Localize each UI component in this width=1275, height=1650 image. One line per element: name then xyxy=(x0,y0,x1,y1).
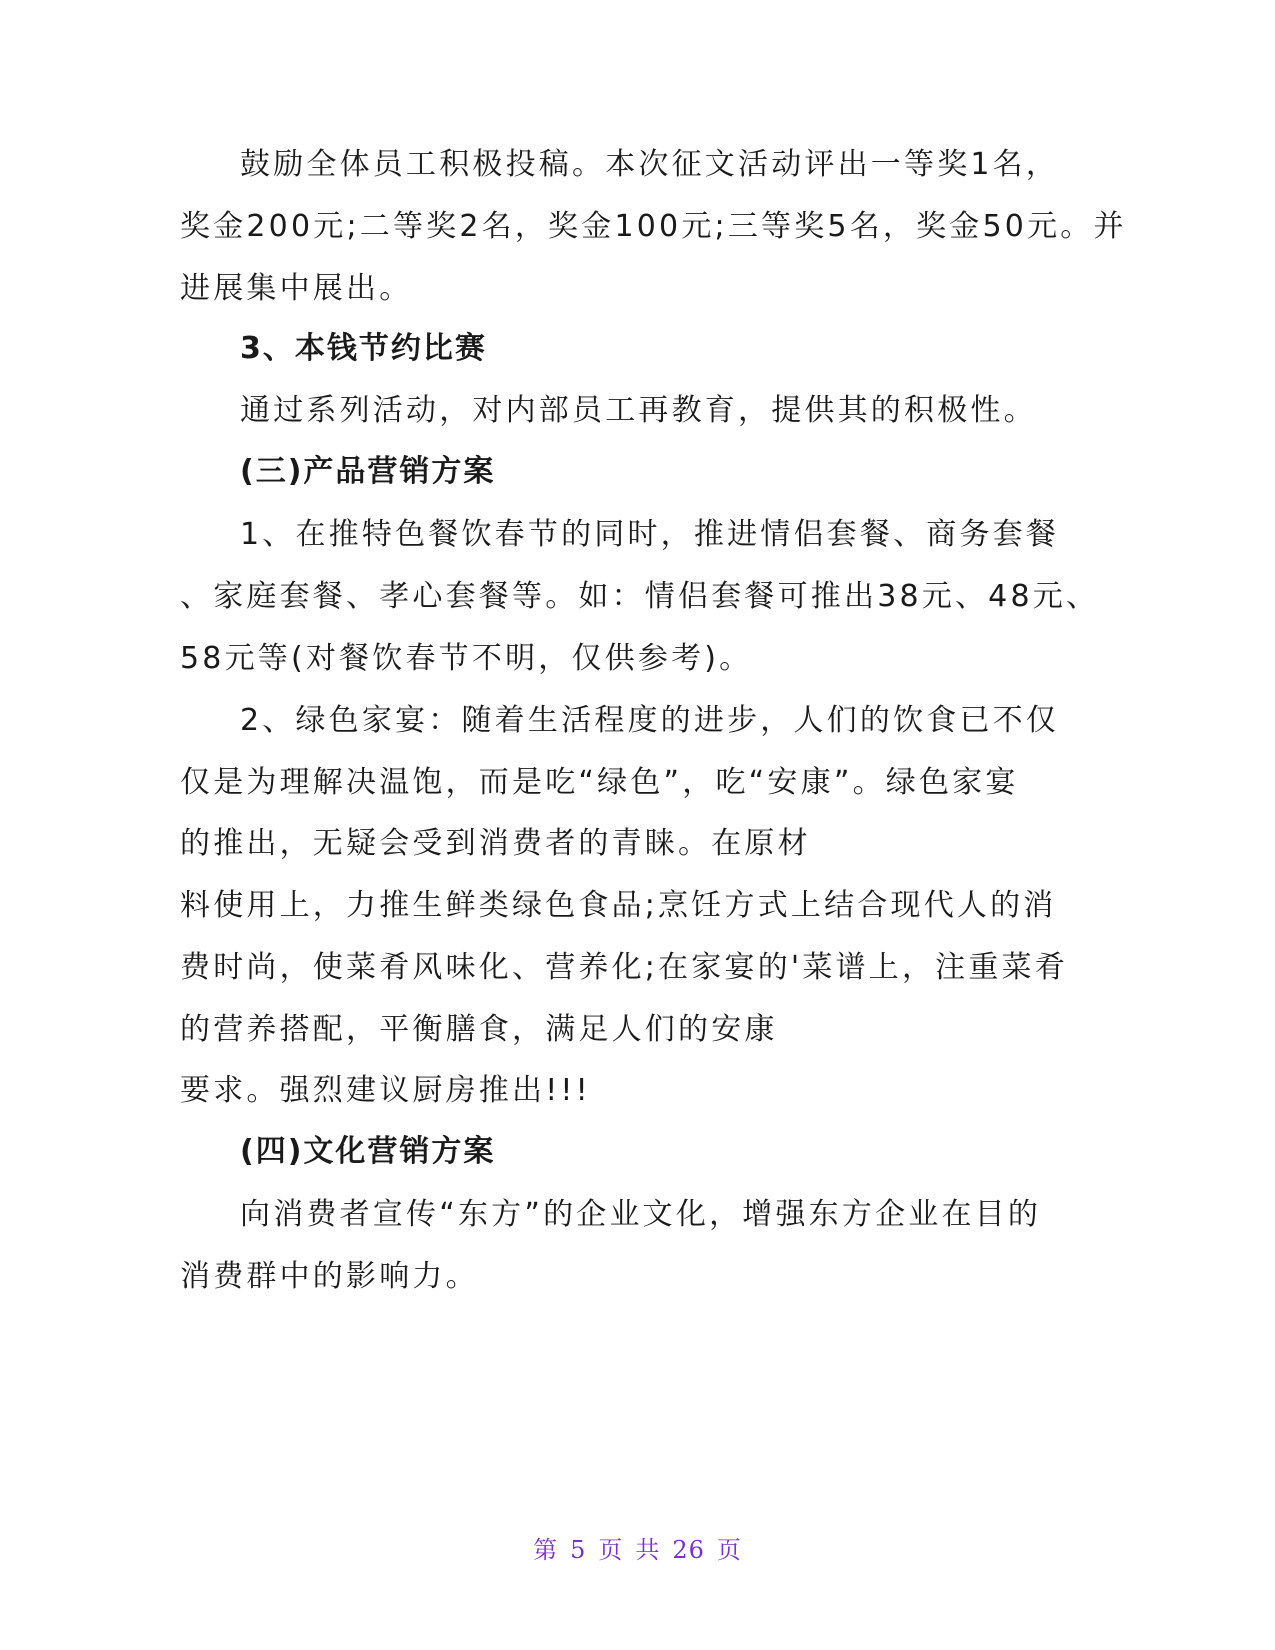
section-heading: (四)文化营销方案 xyxy=(240,1134,496,1169)
body-text-line: 的推出，无疑会受到消费者的青睐。在原材 xyxy=(180,826,811,861)
body-text-line: 2、绿色家宴：随着生活程度的进步，人们的饮食已不仅 xyxy=(240,703,1060,738)
total-unit: 页 xyxy=(716,1536,742,1564)
total-pages: 26 xyxy=(672,1536,705,1564)
total-label: 共 xyxy=(635,1536,661,1564)
body-text-line: 的营养搭配，平衡膳食，满足人们的安康 xyxy=(180,1012,778,1047)
page-label: 第 xyxy=(533,1536,559,1564)
body-text-line: 58元等(对餐饮春节不明，仅供参考)。 xyxy=(180,641,753,676)
page-footer xyxy=(0,1530,1275,1565)
body-text-line: 料使用上，力推生鲜类绿色食品;烹饪方式上结合现代人的消 xyxy=(180,888,1057,923)
body-text-line: 费时尚，使菜肴风味化、营养化;在家宴的'菜谱上，注重菜肴 xyxy=(180,950,1068,985)
body-text-line: 进展集中展出。 xyxy=(180,271,413,306)
section-heading: 3、本钱节约比赛 xyxy=(240,331,487,366)
body-text-line: 1、在推特色餐饮春节的同时，推进情侣套餐、商务套餐 xyxy=(240,517,1060,552)
body-text-line: 仅是为理解决温饱，而是吃“绿色”，吃“安康”。绿色家宴 xyxy=(180,765,1019,800)
page-number: 5 xyxy=(570,1536,587,1564)
body-text-line: 要求。强烈建议厨房推出!!! xyxy=(180,1073,591,1108)
section-heading: (三)产品营销方案 xyxy=(240,454,496,489)
page-unit: 页 xyxy=(598,1536,624,1564)
body-text-line: 向消费者宣传“东方”的企业文化，增强东方企业在目的 xyxy=(240,1197,1042,1232)
body-text-line: 消费群中的影响力。 xyxy=(180,1259,479,1294)
body-text-line: 、家庭套餐、孝心套餐等。如：情侣套餐可推出38元、48元、 xyxy=(180,579,1100,614)
body-text-line: 鼓励全体员工积极投稿。本次征文活动评出一等奖1名， xyxy=(240,147,1060,182)
body-text-line: 奖金200元;二等奖2名，奖金100元;三等奖5名，奖金50元。并 xyxy=(180,209,1127,244)
body-text-line: 通过系列活动，对内部员工再教育，提供其的积极性。 xyxy=(240,393,1037,428)
